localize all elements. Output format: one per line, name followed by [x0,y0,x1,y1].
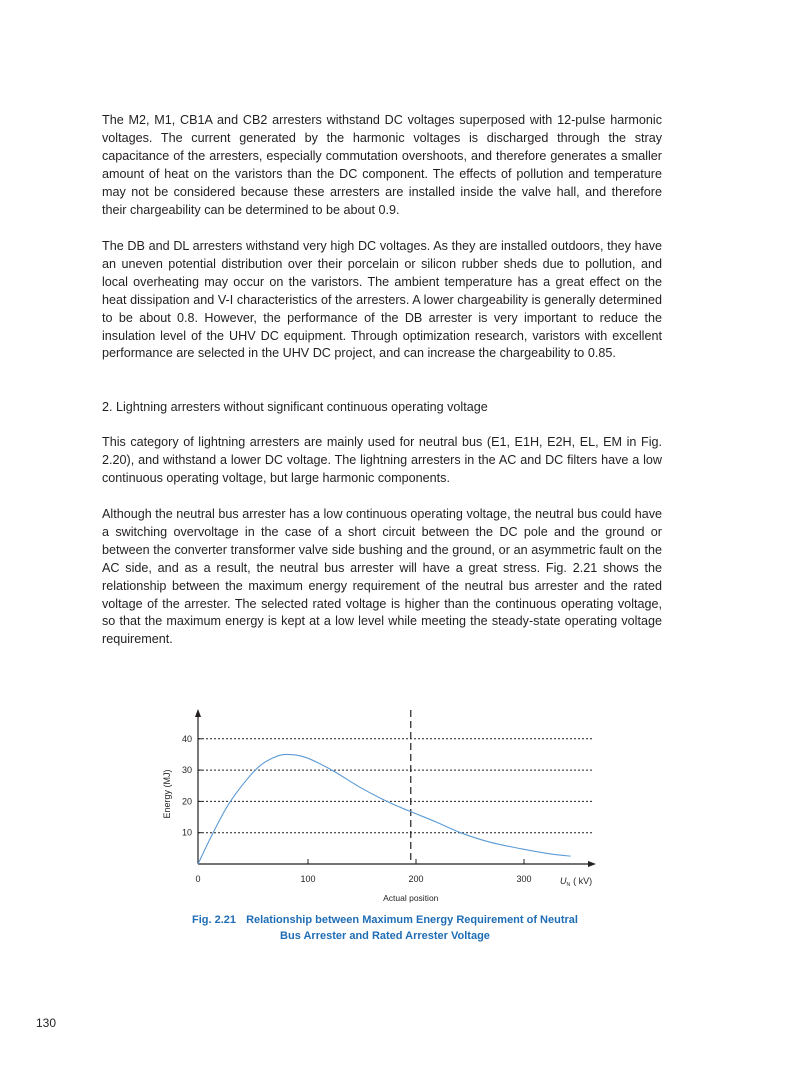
x-ticks [195,859,531,884]
y-tick-label-10: 10 [181,827,192,838]
caption-line-2: Bus Arrester and Rated Arrester Voltage [280,930,490,942]
energy-chart [150,700,610,910]
paragraph-2: The DB and DL arresters withstand very high DC voltages. As they are installed outdoors, they have an uneven potential distribution over their porcelain or silicon rubber sheds due to pollution, and local overheating may occur on the varistors. The ambient temperature has a great effect on the heat dissipation and V-I characteristics of the arresters. A lower chargeability is generally determined to be about 0.8. However, the performance of the DB arrester is very important to reduce the insulation level of the UHV DC equipment. Through optimization research, varistors with excellent performance are selected in the UHV DC project, and can increase the chargeability to 0.85. [102,239,662,361]
y-tick-label-20: 20 [181,796,192,807]
x-tick-label-200: 200 [408,874,424,884]
figure-number: Fig. 2.21 [192,914,237,926]
x-axis-label-sub: N [566,882,571,888]
y-tick-label-30: 30 [181,765,192,776]
x-tick-label-300: 300 [516,874,532,884]
section-heading: 2. Lightning arresters without significant continuous operating voltage [102,400,488,414]
x-axis-label [560,876,592,888]
y-axis-label: Energy (MJ) [162,769,172,819]
paragraph-4: Although the neutral bus arrester has a low continuous operating voltage, the neutral bus could have a switching overvoltage in the case of a short circuit between the DC pole and the ground or between the converter transformer valve side bushing and the ground, or an asymmetric fault on the AC side, and as a result, the neutral bus arrester will have a great stress. Fig. 2.21 shows the relationship between the maximum energy requirement of the neutral bus arrester and the rated voltage of the arrester. The selected rated voltage is higher than the continuous operating voltage, so that the maximum energy is kept at a low level while meeting the steady-state operating voltage requirement. [102,507,662,647]
figure-caption [170,912,600,944]
x-tick-label-0: 0 [195,874,201,884]
page-number: 130 [36,1016,57,1030]
x-axis-label-unit: ( kV) [573,876,593,886]
x-tick-label-100: 100 [300,874,316,884]
axes [195,709,596,867]
y-tick-label-40: 40 [181,733,192,744]
paragraph-1: The M2, M1, CB1A and CB2 arresters withstand DC voltages superposed with 12-pulse harmonic voltages. The current generated by the harmonic voltages is discharged through the stray capacitance of the arresters, especially commutation overshoots, and therefore generates a smaller amount of heat on the varistors than the DC component. The effects of pollution and temperature may not be considered because these arresters are installed inside the valve hall, and therefore their chargeability can be determined to be about 0.9. [102,113,662,217]
energy-curve [198,754,571,864]
grid-lines [198,739,592,833]
y-ticks [182,734,202,838]
actual-position-label: Actual position [383,893,439,903]
y-axis-arrow [195,709,201,717]
paragraph-3: This category of lightning arresters are mainly used for neutral bus (E1, E1H, E2H, EL, EM in Fig. 2.20), and withstand a lower DC voltage. The lightning arresters in the AC and DC filters have a low continuous operating voltage, but large harmonic components. [102,435,662,485]
x-axis-label-main: U [560,876,567,886]
caption-line-1: Relationship between Maximum Energy Requirement of Neutral [246,914,578,926]
x-axis-arrow [588,861,596,867]
